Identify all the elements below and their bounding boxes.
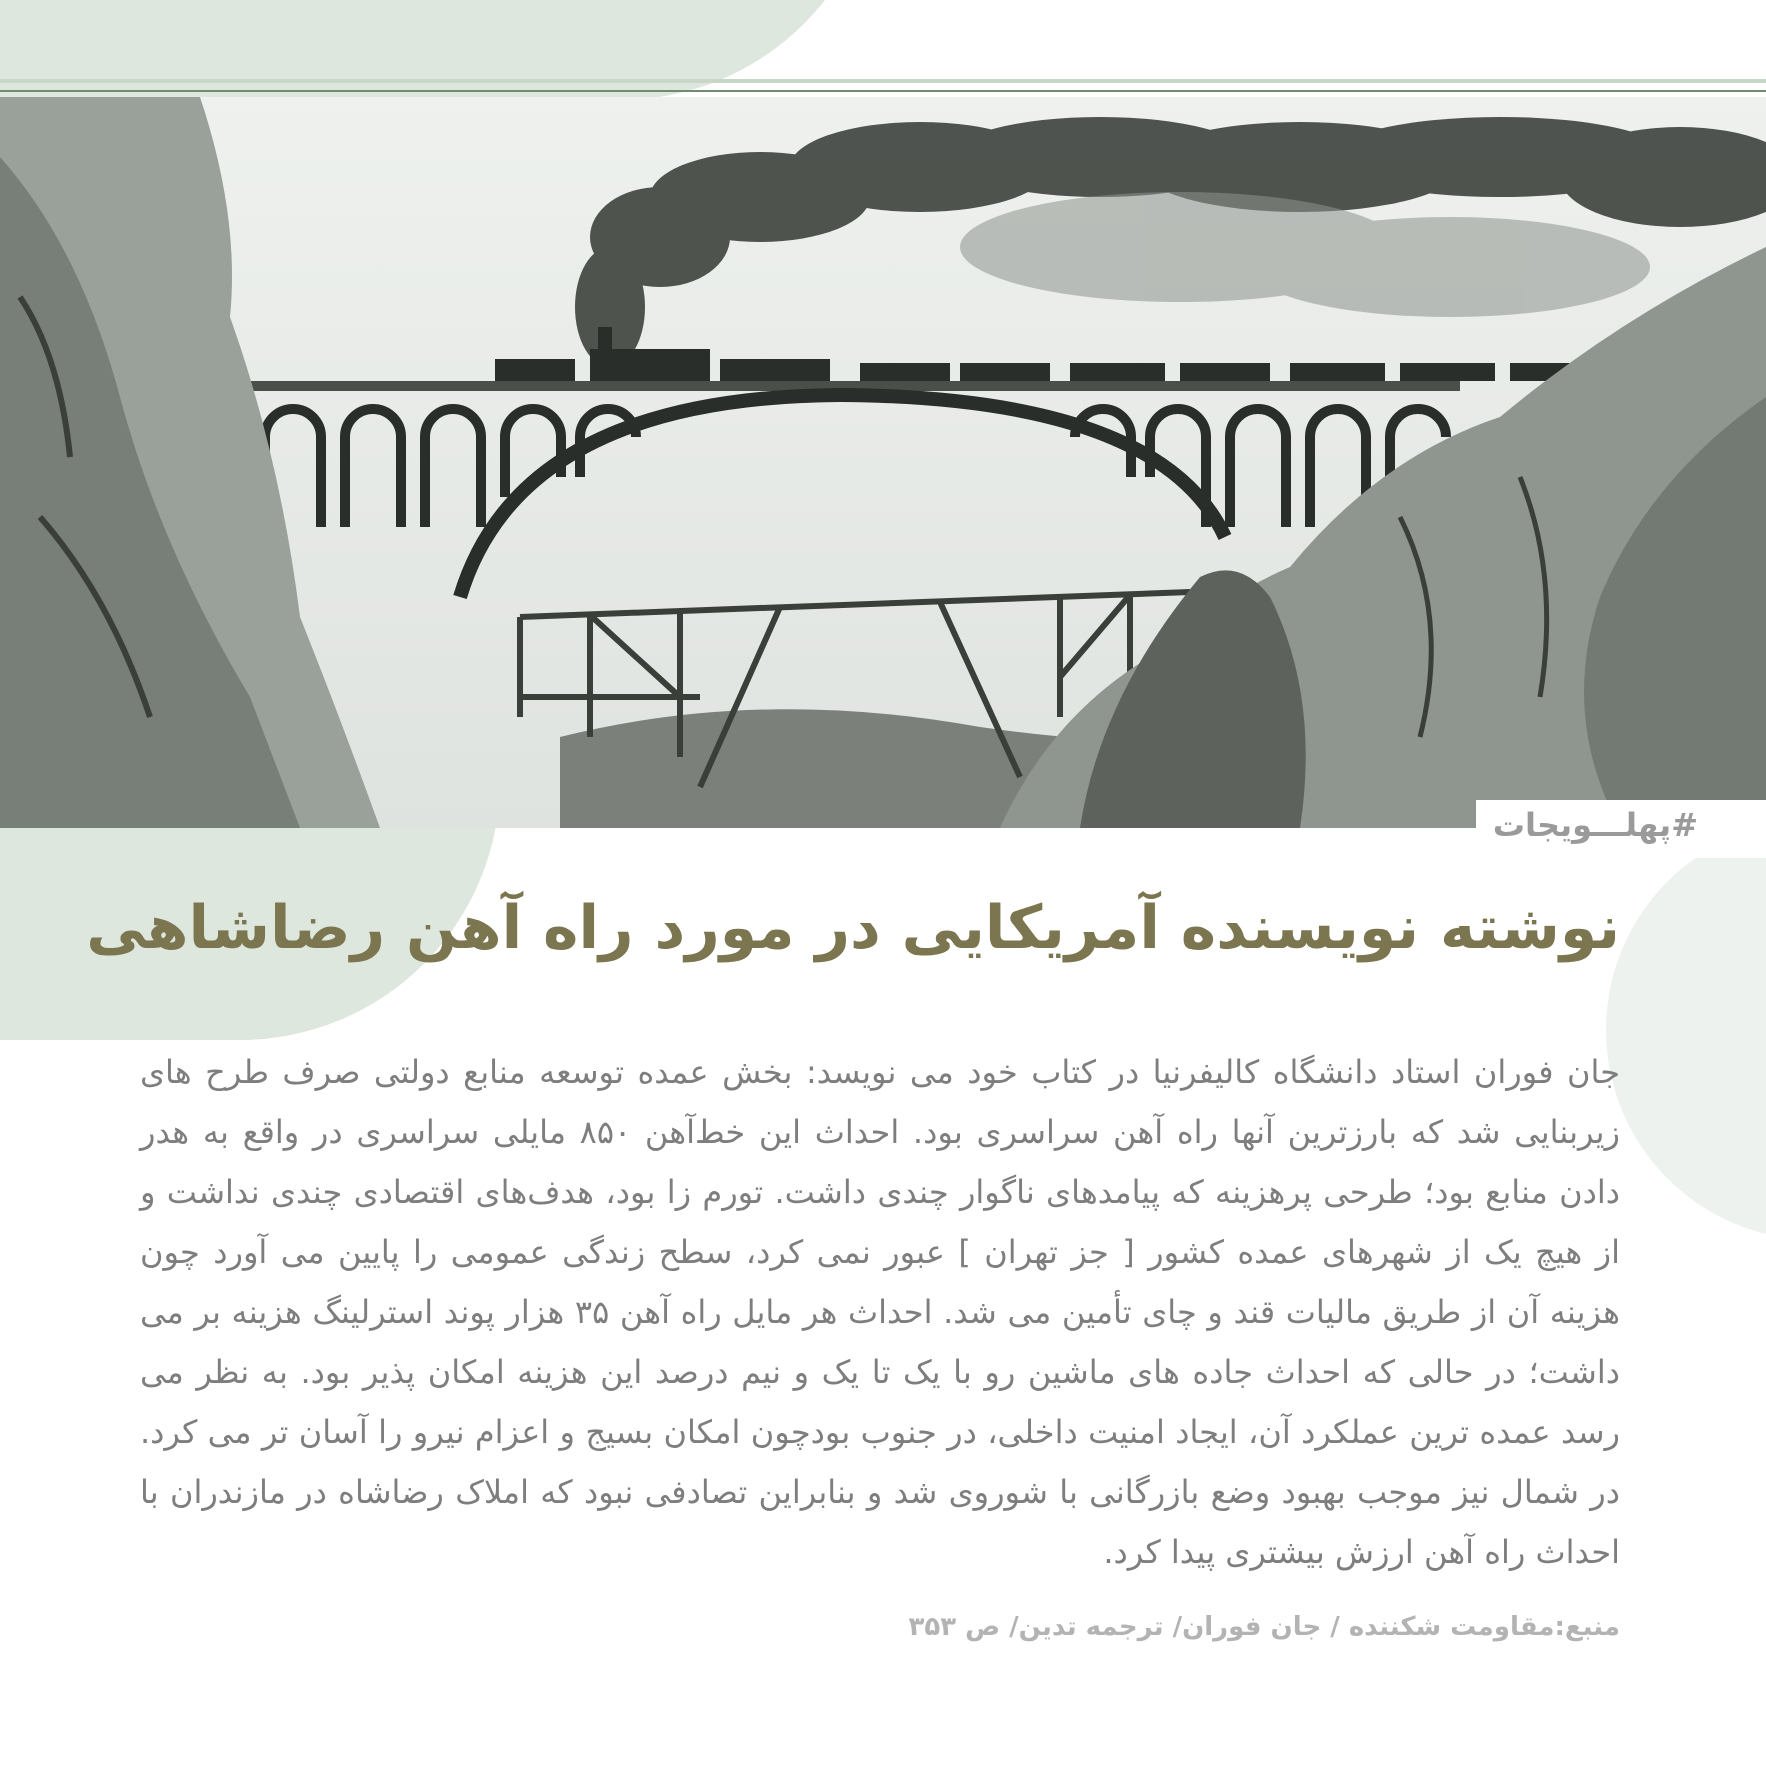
header-rule-light <box>0 79 1766 83</box>
decorative-green-shape-right <box>1606 820 1766 1240</box>
decorative-green-shape-top <box>0 0 880 100</box>
source-citation: منبع:مقاومت شکننده / جان فوران/ ترجمه تدین/ ص ۳۵۳ <box>908 1612 1620 1642</box>
railway-bridge-illustration-icon <box>0 97 1766 828</box>
article-title: نوشته نویسنده آمریکایی در مورد راه آهن رضاشاهی <box>86 893 1620 963</box>
header-rule-dark <box>0 90 1766 92</box>
hashtag-label: #پهلـــویجات <box>1492 806 1698 844</box>
railway-bridge-photo <box>0 97 1766 828</box>
article-body: جان فوران استاد دانشگاه کالیفرنیا در کتاب خود می نویسد: بخش عمده توسعه منابع دولتی صرف طرح های زیربنایی شد که بارزترین آنها راه آهن سراسری بود. احداث این خط‌آهن ۸۵۰ مایلی سراسری در واقع به هدر دادن منابع بود؛ طرحی پرهزینه که پیامدهای ناگوار چندی داشت. تورم زا بود، هدف‌های اقتصادی چندی نداشت و از هیچ یک از شهرهای عمده کشور [ جز تهران ] عبور نمی کرد، سطح زندگی عمومی را پایین می آورد چون هزینه آن از طریق مالیات قند و چای تأمین می شد. احداث هر مایل راه آهن ۳۵ هزار پوند استرلینگ هزینه بر می داشت؛ در حالی که احداث جاده های ماشین رو با یک تا یک و نیم درصد این هزینه امکان پذیر بود. به نظر می رسد عمده ترین عملکرد آن، ایجاد امنیت داخلی، در جنوب بودچون امکان بسیج و اعزام نیرو را آسان تر می کرد. در شمال نیز موجب بهبود وضع بازرگانی با شوروی شد و بنابراین تصادفی نبود که املاک رضاشاه در مازندران با احداث راه آهن ارزش بیشتری پیدا کرد. <box>140 1053 1621 1571</box>
